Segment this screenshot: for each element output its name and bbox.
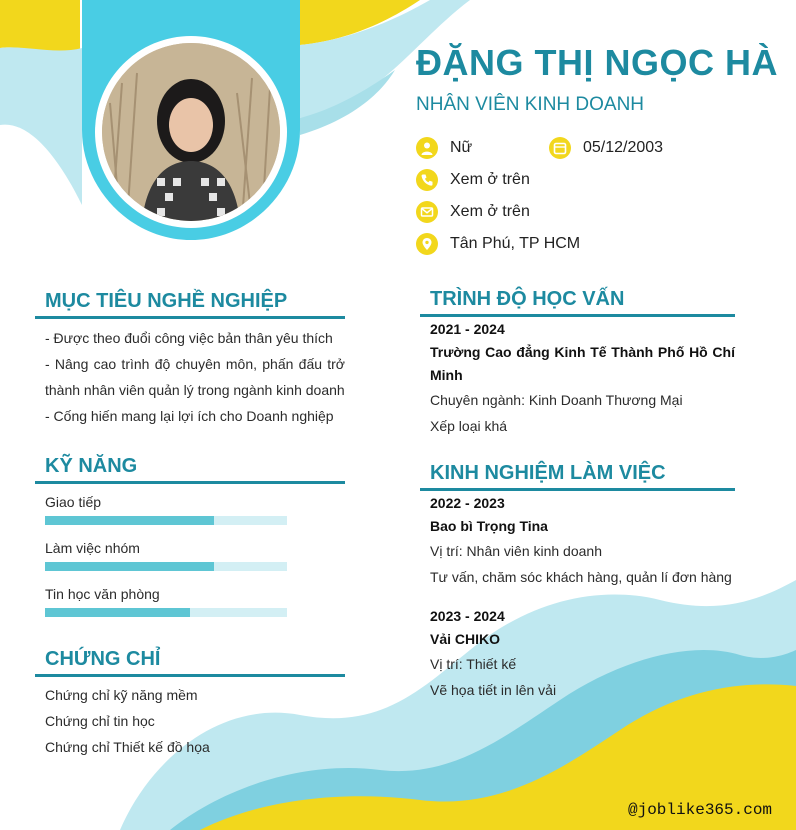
education-divider	[420, 314, 735, 317]
location-icon	[416, 233, 438, 255]
certificates-divider	[35, 674, 345, 677]
footer-handle: @joblike365.com	[628, 801, 773, 819]
certificate-item: Chứng chỉ Thiết kế đồ họa	[45, 739, 210, 755]
job-position: Vị trí: Thiết kế	[430, 656, 517, 672]
avatar-image	[102, 43, 280, 221]
job-description: Vẽ họa tiết in lên vải	[430, 682, 557, 698]
certificates-heading: CHỨNG CHỈ	[45, 648, 161, 670]
job-years: 2022 - 2023	[430, 495, 505, 511]
job-company: Vải CHIKO	[430, 631, 501, 647]
skill-bar-fill	[45, 608, 190, 617]
career-item: - Được theo đuổi công việc bản thân yêu thích	[45, 330, 333, 346]
email-value: Xem ở trên	[450, 203, 530, 220]
experience-heading: KINH NGHIỆM LÀM VIỆC	[430, 462, 666, 484]
address-row	[416, 233, 580, 255]
birthday-value: 05/12/2003	[583, 139, 664, 156]
skill-bar-fill	[45, 516, 214, 525]
address-value: Tân Phú, TP HCM	[450, 235, 581, 252]
skill-bar	[45, 516, 287, 525]
skill-bar	[45, 608, 287, 617]
gender-value: Nữ	[450, 139, 473, 156]
email-row	[416, 201, 530, 223]
skill-bar	[45, 562, 287, 571]
job-description: Tư vấn, chăm sóc khách hàng, quản lí đơn hàng	[430, 569, 732, 585]
birthday-row	[549, 137, 663, 159]
skills-divider	[35, 481, 345, 484]
career-list	[45, 325, 345, 429]
career-heading: MỤC TIÊU NGHỀ NGHIỆP	[45, 290, 288, 312]
skill-label: Giao tiếp	[45, 494, 102, 510]
phone-row	[416, 169, 530, 191]
job-position: Vị trí: Nhân viên kinh doanh	[430, 543, 602, 559]
certificate-item: Chứng chỉ tin học	[45, 713, 155, 729]
experience-divider	[420, 488, 735, 491]
job-company: Bao bì Trọng Tina	[430, 518, 548, 534]
career-item: - Cống hiến mang lại lợi ích cho Doanh nghiệp	[45, 408, 334, 424]
calendar-icon	[549, 137, 571, 159]
phone-value: Xem ở trên	[450, 171, 530, 188]
education-heading: TRÌNH ĐỘ HỌC VẤN	[430, 288, 625, 310]
avatar-frame	[95, 36, 287, 228]
skill-label: Làm việc nhóm	[45, 540, 140, 556]
certificates-list	[45, 682, 210, 760]
skill-label: Tin học văn phòng	[45, 586, 160, 602]
avatar	[102, 43, 280, 221]
job-title: NHÂN VIÊN KINH DOANH	[416, 94, 645, 115]
career-divider	[35, 316, 345, 319]
gender-row	[416, 137, 472, 159]
education-grade: Xếp loại khá	[430, 418, 508, 434]
education-major: Chuyên ngành: Kinh Doanh Thương Mại	[430, 392, 683, 408]
certificate-item: Chứng chỉ kỹ năng mềm	[45, 687, 198, 703]
skills-heading: KỸ NĂNG	[45, 455, 138, 477]
career-item: - Nâng cao trình độ chuyên môn, phấn đấu trở thành nhân viên quản lý trong ngành kinh doanh	[45, 356, 345, 398]
skill-bar-fill	[45, 562, 214, 571]
phone-icon	[416, 169, 438, 191]
education-school: Trường Cao đẳng Kinh Tế Thành Phố Hồ Chí Minh	[430, 344, 735, 383]
job-years: 2023 - 2024	[430, 608, 505, 624]
education-years: 2021 - 2024	[430, 321, 505, 337]
user-icon	[416, 137, 438, 159]
mail-icon	[416, 201, 438, 223]
candidate-name: ĐẶNG THỊ NGỌC HÀ	[416, 42, 778, 83]
